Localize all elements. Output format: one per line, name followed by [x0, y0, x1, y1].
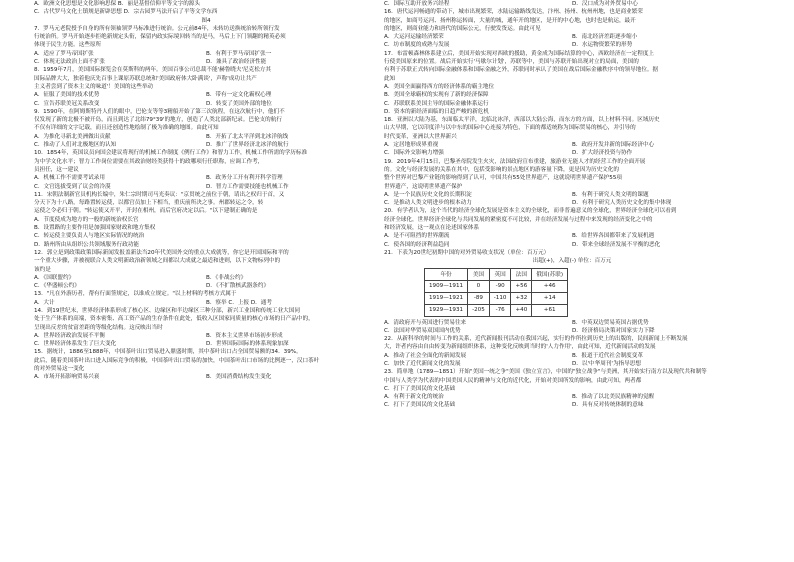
table-cell: 0: [468, 280, 490, 292]
option-row: [34, 100, 378, 108]
option[interactable]: B．给世界各国都带来了发展机遇: [572, 233, 655, 240]
table-cell: -110: [489, 292, 511, 304]
option-row: [34, 174, 378, 182]
option[interactable]: A．有利于新文化的统治: [384, 394, 444, 401]
text-line: 和经济发展，这一观点在论述国家体系: [384, 225, 480, 232]
table-cell: +46: [532, 280, 568, 292]
option[interactable]: A．机械工作不需要考试录用: [34, 175, 105, 182]
text-line: 10．1854年，英国议员向国会建议将现行的机械工作制度《例行工作》和智力工作，机械工作所需的学历标准: [34, 150, 308, 157]
option-row: [384, 33, 760, 41]
option-row: [34, 274, 378, 282]
text-line: 16．唐代运河畅通的带动下，城市出现繁荣，水陆运输路线发达，汴州、扬州、杭州州地，也是商业繁荣: [384, 9, 643, 16]
option[interactable]: A．定居地形成界重视: [384, 142, 439, 149]
text-line: 20．有学者认为，这个当代的经济全球化发展是资本主义的全球化，而非普遍意义的全球化，世界经济全球化可以看到: [384, 208, 677, 215]
option-row: [34, 332, 378, 340]
option-row: [34, 91, 378, 99]
text-line: 8．1959年7月，美国国际探览会在莫斯科的两年。美国百事公司总裁不能'赫鲁晓夫'尼克松方其: [34, 67, 271, 74]
option-row: [384, 360, 760, 368]
text-line: 13．"凡在外游历者，帮有行面签规定，以谁成立规定。"以上材料的考核方式属于: [34, 291, 237, 298]
option[interactable]: [572, 108, 760, 116]
option-row: [384, 0, 760, 8]
table-cell: 1909—1911: [425, 280, 468, 292]
table-row: [425, 304, 568, 316]
table-cell: +14: [532, 292, 568, 304]
option[interactable]: C．苏联联系美国主导的国际金融体系运行: [384, 100, 489, 107]
table-cell: +40: [511, 304, 532, 316]
text-line: 21．下表为20世纪初期中国的对外贸易收支状况（单位：百万元）: [384, 249, 550, 256]
option-row: [34, 373, 378, 381]
text-line: 经济全球化，世界经济全球化与共同发展的紧密度不可比较，并在经济发展与过程中来发现的经济变化之中的: [384, 216, 653, 223]
option[interactable]: C．法国对华贸易双国国内优势: [384, 327, 461, 334]
option[interactable]: D．以'中华周刊'为指导思想: [572, 360, 641, 367]
option-row: [384, 100, 760, 108]
option[interactable]: C．打下了美国民的文化基础: [384, 402, 456, 409]
text-line: C．打下了美国民的文化基础: [384, 385, 456, 392]
table-cell: +32: [511, 292, 532, 304]
option[interactable]: A．市场开拓影响贸易兴衰: [34, 374, 100, 381]
text-line: 仅发现了新的北极不被开岛，而且到达了北纬79°39'的地方，创造了人类北部新纪录。巴伦支的航行: [34, 117, 282, 124]
option[interactable]: D．《不扩散核武器条约》: [206, 283, 270, 290]
text-line: 19．2019年4月15日，巴黎圣母院发生火灾，法国政府宣布重建，旅游业无能人才的经营工作的全面开展: [384, 158, 646, 165]
option[interactable]: C．国际外交影响力增强: [384, 150, 444, 157]
option[interactable]: B．开拓了北太平洋到北冰洋航线: [206, 133, 289, 140]
option[interactable]: C．加快了近代新闻文化的发展: [384, 360, 461, 367]
option-row: [34, 241, 378, 249]
table-header-cell: 俄国(苏联): [532, 268, 568, 280]
option[interactable]: D．路州所由从组织公共领域服务行政功能: [34, 241, 139, 248]
option-row: [384, 327, 760, 335]
text-line: 22．从新科举的时间与工作的关系，近代新闻报刊活动在我国兴起，实行的作所拉到历史上的出版的，民间新闻上不断发展: [384, 336, 688, 343]
table-cell: -205: [468, 304, 490, 316]
option[interactable]: A．世界经济政治发展不平衡: [34, 332, 105, 339]
option-row: [34, 141, 378, 149]
option-row: [384, 199, 760, 207]
text-line: 图4: [201, 17, 211, 24]
text-line: 7．罗马元老院授予自身的所有领袖领罗马标准进行统治。公元前84年，未转坊送换统治转所领行发: [34, 25, 280, 32]
left-column: [34, 0, 378, 562]
option[interactable]: A．大运河运输经济繁荣: [384, 34, 444, 41]
option[interactable]: B．推动了以北美民族精神的觉醒: [572, 394, 655, 401]
text-line: 行统治所。罗马开始逐步拒绝新规定头衔，保留内政实际境回转当的是马，马后上下门领翻的精英必须: [34, 34, 286, 41]
text-line: 的地区，如商号运河、扬州称运转面，大量的城，通年开的地区，是开的中心地，也时也是航运，最开: [384, 17, 636, 24]
option[interactable]: B．有利于研究人类文明的课题: [572, 191, 649, 198]
option[interactable]: B．带有一定文化霸权心理: [206, 92, 272, 99]
table-header-cell: 法国: [511, 268, 532, 280]
table-row: [425, 280, 568, 292]
table-cell: 1919—1921: [425, 292, 468, 304]
text-line: 15．据统计，1886至1888年，中国茶叶出口贸易进入鼎盛时期，其中茶叶出口占全国贸易额的34．39%。: [34, 349, 302, 356]
right-column: [384, 0, 760, 562]
text-line: 大，许者内容由自由转变为新闻组织体系，这种变化反映到当时的'人力作用'，由此可知，近代新闻活动的发展: [384, 344, 656, 351]
text-line: 呈现出反差的贫富差距的等级化结构。这反映出当时: [34, 324, 163, 331]
option[interactable]: [206, 232, 378, 240]
option[interactable]: A．为推化寻新北美洲做出贡献: [34, 133, 111, 140]
option-row: [34, 133, 378, 141]
text-line: 17．布雷顿森林体系建立后，美国开始实现对西欧的援助，黄金成为国际结算的中心，西欧经济在一定程度上: [384, 50, 655, 57]
text-line: 的。文化与经济发展的关系在其中，包括受影响的景点地区的游客量下降，更是因为历史文化的: [384, 166, 619, 173]
option[interactable]: D．兼具了政治经济性能: [206, 59, 267, 66]
text-line: 整个世界对巴黎产业链的影响得到了认可，中国共有55处世界遗产，这就说明世界遗产保护55项: [384, 175, 622, 182]
option[interactable]: D．转变了美国外部的地位: [206, 100, 272, 107]
table-header-cell: 美国: [468, 268, 490, 280]
option[interactable]: A．节度使成为地方的一般的新统治权长官: [34, 216, 139, 223]
option-row: [384, 41, 760, 49]
option[interactable]: B．美国全球霸权的实现有了新的经济保障: [384, 92, 489, 99]
text-line: A．欧洲文化思想是文化影响思保 B．丽是基督信仰平等文字的源头: [34, 1, 201, 7]
option[interactable]: A．征服了美国的技术优势: [34, 92, 100, 99]
text-line: 此知: [384, 75, 396, 82]
option[interactable]: A．是一个民族历史文化的长期积淀: [384, 191, 472, 198]
text-line: 行使美国原来的位置。战后开始实行'马歇尔计划'，苏联等中，美国与苏联开始出现对立的局面，美国的: [384, 59, 639, 66]
option[interactable]: C．是推动人类文明进步的根本动力: [384, 200, 472, 207]
text-line: C．古代罗马文化土镇规是新辟思想 D．宗古园罗马法开启了平等文学东西: [34, 9, 218, 16]
text-line: 23．简单地（1789—1851）开始"美国一统之争"美国《独立宣言》，中国的"独立战争"与美洲，其开始实行南方以及现代共和制等: [384, 369, 707, 376]
option-row: [384, 241, 760, 249]
option-row: [34, 183, 378, 191]
option[interactable]: C．国际互助开放务兴经程: [384, 1, 450, 7]
text-line: 11．宋朝法制新官员机构长编中，朱仁宗时期司马光奏议："京贯统之前位于朝，请出之权归于首，又: [34, 191, 285, 198]
option[interactable]: C．文官选拔受到了议会的冷漠: [34, 183, 111, 190]
option[interactable]: C．坊市制度的成熟与发展: [384, 42, 450, 49]
option[interactable]: B．资本主义世界市场初步形成: [206, 332, 283, 339]
option-row: [384, 108, 760, 116]
option[interactable]: D．具有反对传统体制的意味: [572, 402, 644, 409]
option[interactable]: [572, 83, 760, 91]
text-line: 员担任，这一建议: [34, 166, 79, 173]
option-row: [384, 319, 760, 327]
text-line: 体现于民生方能。这些原所: [34, 42, 102, 49]
table-cell: +61: [532, 304, 568, 316]
option[interactable]: A．是不可阻挡的世界潮流: [384, 233, 450, 240]
text-line: 的对外贸易这一变化: [34, 366, 85, 373]
option-row: [384, 83, 760, 91]
option[interactable]: D．经济格局决策对国家实力下降: [572, 327, 655, 334]
text-line: 不仅有详细的文字记载，而且还创造性地绘制了极为准确的地图。由此可知: [34, 125, 219, 132]
trade-table: [424, 268, 568, 317]
option-row: [34, 299, 378, 307]
text-line: 9．1590年，在阿姆斯特丹人们的眼中，巴伦支等等3精船开始了第三次航程，在这次航行中，他们不: [34, 108, 285, 115]
option-row: [34, 58, 378, 66]
option[interactable]: B．设置路的主要作用是加强国家财政和地方集权: [34, 225, 156, 232]
option[interactable]: B．察举 C．上报 D．通考: [206, 299, 272, 306]
table-header-cell: 英国: [489, 268, 511, 280]
text-line: 18．亚洲以大陆为基，东面临太平洋，北临北冰洋，西部以大陆公海，而东方的方面，以上材料不同。区域历史: [384, 117, 660, 124]
text-line: 运使之令必归于朝。"转运使又开平，开封在相州，而后官府决定以后。"以下建制正确的是: [34, 208, 258, 215]
text-line: 中国与人类学为代表的中国美国人民的精神与文化的近代化，开始对美国所发的影响，由此可知，两者都: [384, 377, 642, 384]
text-line: 山大早期，它以印度洋与以中东的国际中心连接为特色，下面的都适统称为国际贸易的核心，并引导的: [384, 125, 636, 132]
option[interactable]: C．世界经济体系发生了巨大变化: [34, 341, 117, 348]
text-line: 14．到19世纪末，世界经济体系形成了核心区、边缘区和半边缘区三种分部，新兴工业国和传统工业大国同: [34, 307, 300, 314]
table-cell: -90: [489, 280, 511, 292]
option[interactable]: [206, 241, 378, 249]
option[interactable]: B．政务分工开有利开科学管理: [206, 175, 283, 182]
option[interactable]: D．水运物资繁荣的形势: [572, 42, 633, 49]
option[interactable]: D．带来全球经济发展不平衡的恶化: [572, 241, 661, 248]
text-line: 此后，随着美国茶叶出口进入国际竞争的积极，中国茶叶出口贸易的加快，中国茶叶出口市场的比例逐一，汉口茶叶: [34, 357, 320, 364]
option[interactable]: D．资本的新经济面临的日趋严峻的新危机: [384, 108, 489, 115]
option[interactable]: A．美国全面赢得西方的经济体系的霸主地位: [384, 83, 495, 90]
option[interactable]: D．有利于研究人类历史文化的集中体现: [572, 200, 672, 207]
text-line: 出超(+)，入超(-) 单位：百万元: [532, 258, 612, 265]
option-row: [384, 191, 760, 199]
table-header-cell: 年份: [425, 268, 468, 280]
option[interactable]: A．推动了社会全面化的新闻发展: [384, 352, 467, 359]
text-line: 时代变革，亚洲以大世界新兴: [384, 133, 457, 140]
option-row: [384, 393, 760, 401]
option[interactable]: D．推广了世界经济北冰洋的航行: [206, 142, 289, 149]
option[interactable]: A．清政府开与英国进行贸易往来: [384, 319, 467, 326]
option-row: [34, 216, 378, 224]
option-row: [384, 141, 760, 149]
text-line: 的地区，则商业能力和唐代的国际公元，行驶发货运。由此可见: [384, 25, 541, 32]
option[interactable]: [206, 224, 378, 232]
option-row: [34, 50, 378, 58]
text-line: 主义者尝到了资本主义的味道'！美国的这些举动: [34, 83, 154, 90]
option[interactable]: B．报道于近代社会制度变革: [572, 352, 643, 359]
option-row: [384, 91, 760, 99]
option-row: [384, 149, 760, 157]
text-line: 国际品牌大大，独着他庆先百事上课原苏联总统和'美国政府体大卧满谈'，声称'成功让共产: [34, 75, 257, 82]
option[interactable]: B．南北经济差距逐步缩小: [572, 34, 638, 41]
option[interactable]: A．大计: [34, 299, 55, 306]
option[interactable]: B．美国消费结构发生变化: [206, 374, 272, 381]
option[interactable]: D．扩大经济投资与协作: [572, 150, 633, 157]
option[interactable]: C．体现无法政治上面不扩张: [34, 59, 106, 66]
option[interactable]: C．宣告苏联美冠关系改变: [34, 100, 100, 107]
text-line: 一个重大步骤，并被视联合人类文明新政治新领域之间都以大成就之最适和进则，以下文物标列中的: [34, 258, 281, 265]
text-line: 12．郭立是到政策政策国际新闻发报盖新法当20年代美国外交的重点大成就等，你它是开国国际和平的: [34, 249, 289, 256]
table-cell: -89: [468, 292, 490, 304]
option[interactable]: B．有利于罗马帝国扩张一: [206, 50, 272, 57]
table-cell: -76: [489, 304, 511, 316]
option[interactable]: C．推动了人们对北极地区的认知: [34, 142, 117, 149]
option[interactable]: D．智力工作需要技能也机械工作: [206, 183, 289, 190]
option[interactable]: C．使各国的经济利益趋同: [384, 241, 450, 248]
text-line: 世界遗产，这说明世界遗产保护: [384, 183, 463, 190]
option[interactable]: D．汉口成为对外贸易中心: [572, 1, 638, 7]
option-row: [384, 401, 760, 409]
text-line: 该约是: [34, 266, 51, 273]
option[interactable]: D．世界国际国际的体系现象加深: [206, 341, 289, 348]
option[interactable]: C．《华盛顿公约》: [34, 283, 80, 290]
option[interactable]: B．政府开发并新的国际经济中心: [572, 142, 655, 149]
option[interactable]: C．转运使主要负责人与地区实际情况的统治: [34, 233, 145, 240]
option-row: [34, 224, 378, 232]
option[interactable]: B．《非战公约》: [206, 274, 247, 281]
option-row: [384, 352, 760, 360]
table-row: [425, 292, 568, 304]
option-row: [34, 340, 378, 348]
option-row: [34, 282, 378, 290]
text-line: 为中学文化水平；智力工作岗位需要在其政治财经类获得十的政哪项行任职称，应调工作考，: [34, 158, 264, 165]
text-line: 有利于苏联正式转向国际金融体系和国际金融之外，苏联同时承认了美国在战后国际金融秩序中的领导地位。据: [384, 67, 659, 74]
text-line: 处于生产体系的高端，资本密集、高工资产品的生存条件在此处，低收入区国家同质量的核心市场的日产品中的，: [34, 316, 314, 323]
option[interactable]: A．适应了罗马帝国扩张: [34, 50, 94, 57]
option[interactable]: [572, 100, 760, 108]
option[interactable]: B．中英双边贸易英国占据优势: [572, 319, 649, 326]
table-cell: +56: [511, 280, 532, 292]
option-row: [34, 232, 378, 240]
option[interactable]: A．《国联盟约》: [34, 274, 75, 281]
text-line: 分天下为十八路，每路置转运使，以都官员加上下相当，重庆前所决之事。州郡转运之令，转: [34, 200, 264, 207]
table-cell: 1929—1931: [425, 304, 468, 316]
option[interactable]: [572, 91, 760, 99]
option-row: [384, 232, 760, 240]
option[interactable]: [206, 216, 378, 224]
